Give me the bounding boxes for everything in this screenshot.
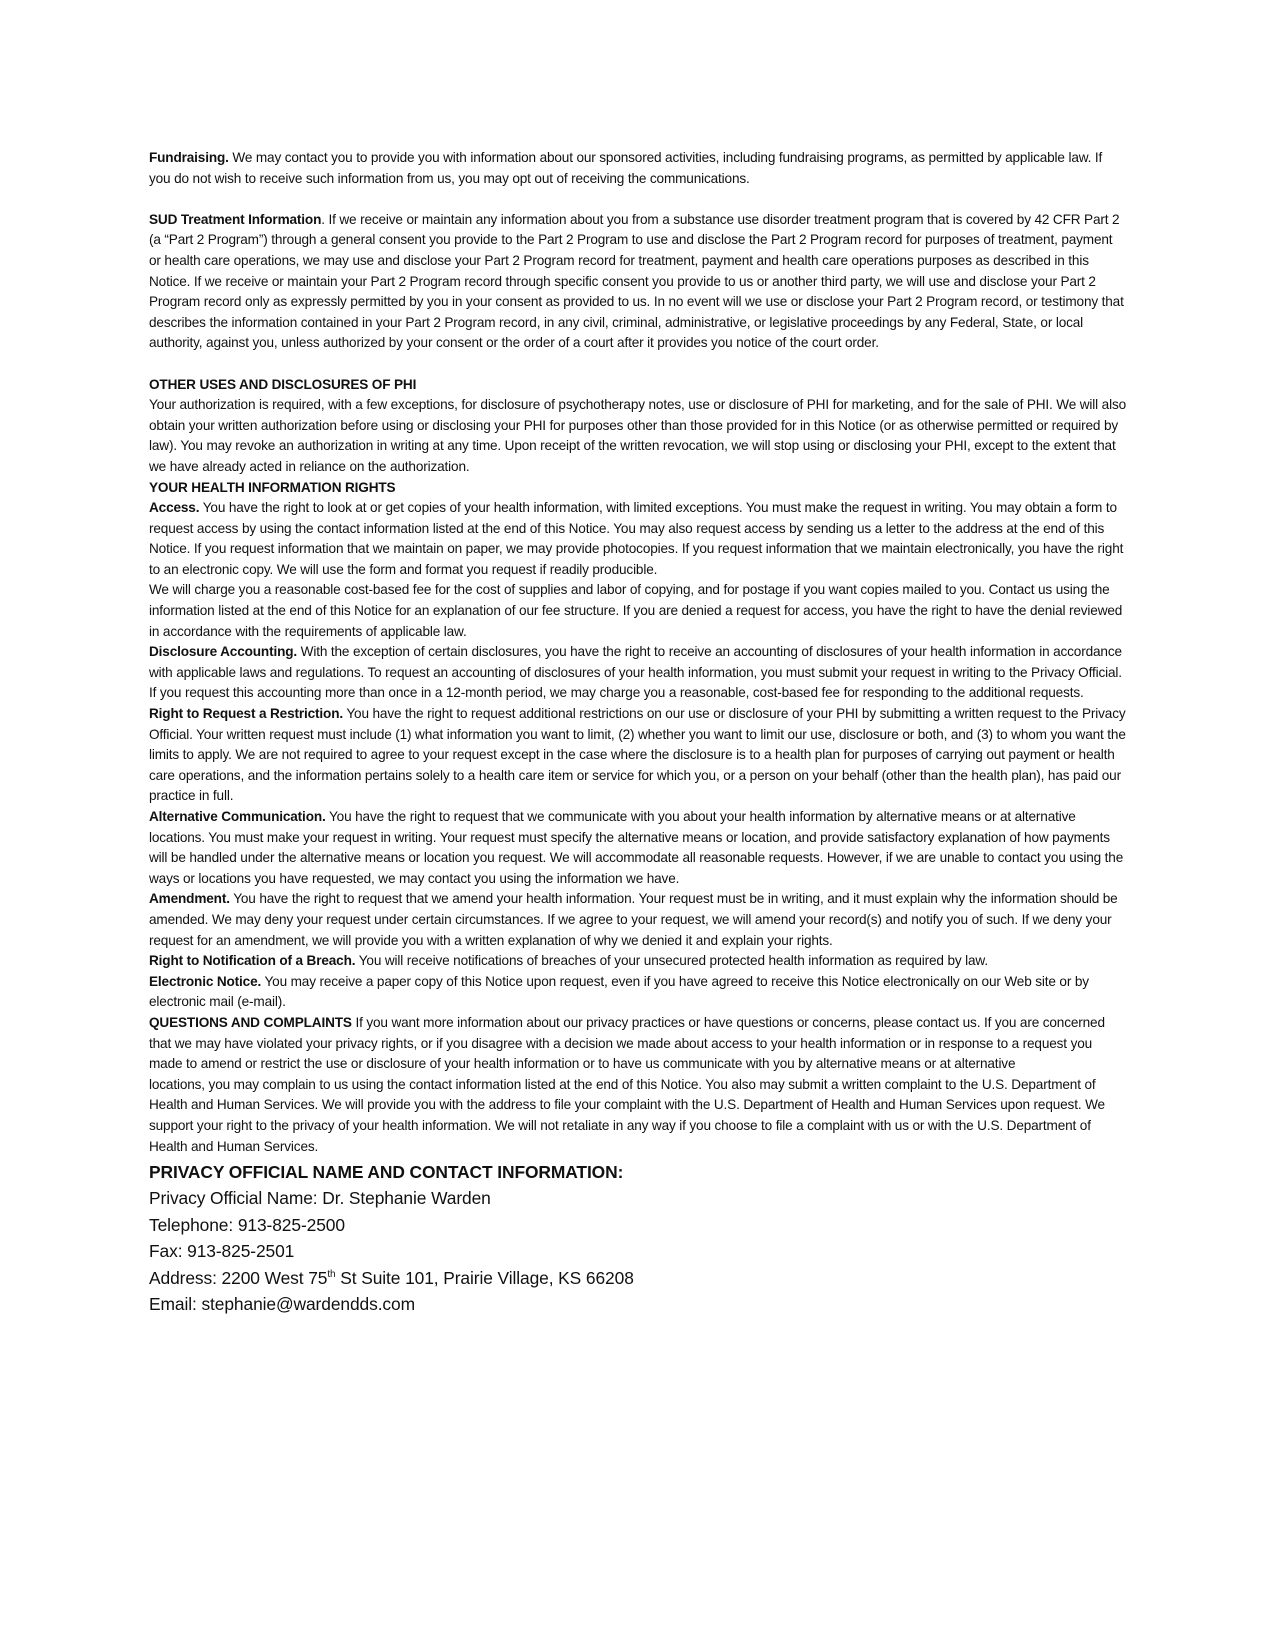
rights-heading: YOUR HEALTH INFORMATION RIGHTS [149,479,396,495]
breach-text: You will receive notifications of breaches of your unsecured protected health information as required by law. [355,953,988,969]
spacer [149,354,1127,375]
fundraising-label: Fundraising. [149,150,229,165]
alternative-communication-label: Alternative Communication. [149,809,326,824]
amendment-label: Amendment. [149,891,230,907]
address [149,1265,1127,1292]
fax: Fax: 913-825-2501 [149,1241,295,1262]
contact-title: PRIVACY OFFICIAL NAME AND CONTACT INFORMATION: [149,1162,624,1183]
complaints-text: If you want more information about our privacy practices or have questions or concerns, please contact us. If you are concerned that we may have violated your privacy rights, or if you disagree with a decision we made about access to your health information or in response to a request you made to amend or restrict the use or disclosure of your health information or to have us communicate with you by alternative means or at alternative [149,1014,1105,1072]
alternative-communication-paragraph [149,807,1127,889]
complaints-paragraph [149,1013,1127,1075]
restriction-label: Right to Request a Restriction. [149,706,343,722]
electronic-notice-label: Electronic Notice. [149,973,262,989]
email: Email: stephanie@wardendds.com [149,1294,415,1315]
address-ordinal: th [327,1269,336,1281]
sud-text: . If we receive or maintain any information about you from a substance use disorder treatment program that is covered by 42 CFR Part 2 (a “Part 2 Program”) through a general consent you provide to the Part 2 Program to use and disclose the Part 2 Program record for purposes of treatment, payment or health care operations, we may use and disclose your Part 2 Program record for treatment, payment and health care operations purposes as described in this Notice. If we receive or maintain your Part 2 Program record through specific consent you provide to us or another third party, we will use and disclose your Part 2 Program record only as expressly permitted by you in your consent as provided to us. In no event will we use or disclose your Part 2 Program record, or testimony that describes the information contained in your Part 2 Program record, in any civil, criminal, administrative, or legislative proceedings by any Federal, State, or local authority, against you, unless authorized by your consent or the order of a court after it provides you notice of the court order. [149,211,1124,351]
privacy-official-name: Privacy Official Name: Dr. Stephanie Warden [149,1188,491,1209]
accounting-text: With the exception of certain disclosures, you have the right to receive an accounting of disclosures of your health information in accordance with applicable laws and regulations. To request an accounting of disclosures of your health information, you must submit your request in writing to the Privacy Official. If you request this accounting more than once in a 12-month period, we may charge you a reasonable, cost-based fee for responding to the additional requests. [149,644,1122,701]
amendment-paragraph [149,889,1127,951]
breach-label: Right to Notification of a Breach. [149,953,356,969]
electronic-notice-paragraph [149,972,1127,1013]
fundraising-paragraph [149,148,1127,189]
electronic-notice-text: You may receive a paper copy of this Notice upon request, even if you have agreed to receive this Notice electronically on our Web site or by electronic mail (e-mail). [149,973,1089,1010]
spacer [149,189,1127,210]
amendment-text: You have the right to request that we amend your health information. Your request must be in writing, and it must explain why the information should be amended. We may deny your request under certain circumstances. If we agree to your request, we will amend your record(s) and notify you of such. If we deny your request for an amendment, we will provide you with a written explanation of why we denied it and explain your rights. [149,891,1118,948]
telephone: Telephone: 913-825-2500 [149,1214,345,1235]
restriction-paragraph [149,704,1127,807]
restriction-text: You have the right to request additional restrictions on our use or disclosure of your PHI by submitting a written request to the Privacy Official. Your written request must include (1) what information you want to limit, (2) whether you want to limit our use, disclosure or both, and (3) to whom you want the limits to apply. We are not required to agree to your request except in the case where the disclosure is to a health plan for purposes of carrying out payment or health care operations, and the information pertains solely to a health care item or service for which you, or a person on your behalf (other than the health plan), has paid our practice in full. [149,706,1126,804]
accounting-label: Disclosure Accounting. [149,644,298,660]
access-paragraph [149,498,1127,580]
complaints-paragraph-continued: locations, you may complain to us using the contact information listed at the end of this Notice. You also may submit a written complaint to the U.S. Department of Health and Human Services. We will provide you with the address to file your complaint with the U.S. Department of Health and Human Services upon request. We support your right to the privacy of your health information. We will not retaliate in any way if you choose to file a complaint with us or with the U.S. Department of Health and Human Services. [149,1076,1105,1154]
access-text: You have the right to look at or get copies of your health information, with limited exceptions. You must make the request in writing. You may obtain a form to request access by using the contact information listed at the end of this Notice. You may also request access by sending us a letter to the address at the end of this Notice. If you request information that we maintain on paper, we may provide photocopies. If you request information that we maintain electronically, you have the right to an electronic copy. We will use the form and format you request if readily producible. [149,500,1124,577]
address-suffix: St Suite 101, Prairie Village, KS 66208 [335,1267,634,1288]
address-prefix: Address: 2200 West 75 [149,1267,328,1288]
other-uses-heading: OTHER USES AND DISCLOSURES OF PHI [149,376,417,392]
access-label: Access. [149,500,200,516]
document-page [149,148,1127,1318]
fundraising-text: We may contact you to provide you with information about our sponsored activities, including fundraising programs, as permitted by applicable law. If you do not wish to receive such information from us, you may opt out of receiving the communications. [149,150,1103,186]
breach-paragraph [149,951,1127,972]
sud-label: SUD Treatment Information [149,211,322,227]
sud-paragraph [149,210,1127,354]
alternative-communication-text: You have the right to request that we communicate with you about your health information by alternative means or at alternative locations. You must make your request in writing. Your request must specify the alternative means or location, and provide satisfactory explanation of how payments will be handled under the alternative means or location you request. We will accommodate all reasonable requests. However, if we are unable to contact you using the ways or locations you have requested, we may contact you using the information we have. [149,809,1124,886]
accounting-paragraph [149,642,1127,704]
other-uses-paragraph: Your authorization is required, with a few exceptions, for disclosure of psychotherapy notes, use or disclosure of PHI for marketing, and for the sale of PHI. We will also obtain your written authorization before using or disclosing your PHI for purposes other than those provided for in this Notice (or as otherwise permitted or required by law). You may revoke an authorization in writing at any time. Upon receipt of the written revocation, we will stop using or disclosing your PHI, except to the extent that we have already acted in reliance on the authorization. [149,397,1127,474]
complaints-label: QUESTIONS AND COMPLAINTS [149,1014,352,1030]
fee-paragraph: We will charge you a reasonable cost-based fee for the cost of supplies and labor of copying, and for postage if you want copies mailed to you. Contact us using the information listed at the end of this Notice for an explanation of our fee structure. If you are denied a request for access, you have the right to have the denial reviewed in accordance with the requirements of applicable law. [149,582,1123,639]
